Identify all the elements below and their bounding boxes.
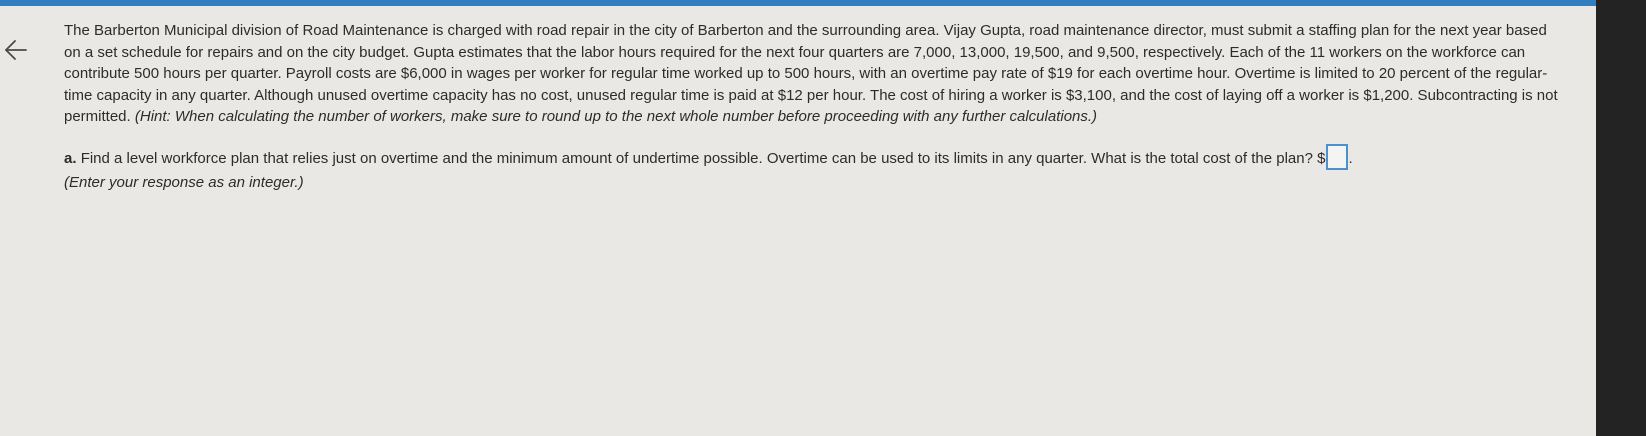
answer-instruction: (Enter your response as an integer.) [64, 173, 304, 191]
top-accent-bar [0, 0, 1596, 6]
sentence-period: . [1348, 149, 1353, 167]
currency-symbol: $ [1317, 149, 1326, 167]
back-arrow-icon[interactable] [2, 36, 30, 64]
screen-edge [1596, 0, 1646, 436]
problem-hint: (Hint: When calculating the number of workers, make sure to round up to the next whole number before proceeding with any further calculations.) [134, 108, 1098, 125]
part-a-text: Find a level workforce plan that relies just on overtime and the minimum amount of undertime possible. Overtime can be used to its limits in any quarter. What is the total cost of the plan? [80, 149, 1313, 167]
total-cost-answer-input[interactable] [1326, 144, 1348, 170]
problem-body: The Barberton Municipal division of Road Maintenance is charged with road repair in the city of Barberton and the surrounding area. Vijay Gupta, road maintenance director, must submit a staffing plan for the next year based on a set schedule for repairs and on the city budget. Gupta estimates that the labor hours required for the next four quarters are 7,000, 13,000, 19,500, and 9,500, respectively. Each of the 11 workers on the workforce can contribute 500 hours per quarter. Payroll costs are $6,000 in wages per worker for regular time worked up to 500 hours, with an overtime pay rate of $19 for each overtime hour. Overtime is limited to 20 percent of the regular-time capacity in any quarter. Although unused overtime capacity has no cost, unused regular time is paid at $12 per hour. The cost of hiring a worker is $3,100, and the cost of laying off a worker is $1,200. Subcontracting is not permitted. [64, 22, 1558, 125]
part-a-question [64, 146, 1564, 194]
problem-statement [64, 20, 1564, 128]
part-a-letter: a. [64, 149, 77, 167]
question-content [64, 20, 1564, 193]
